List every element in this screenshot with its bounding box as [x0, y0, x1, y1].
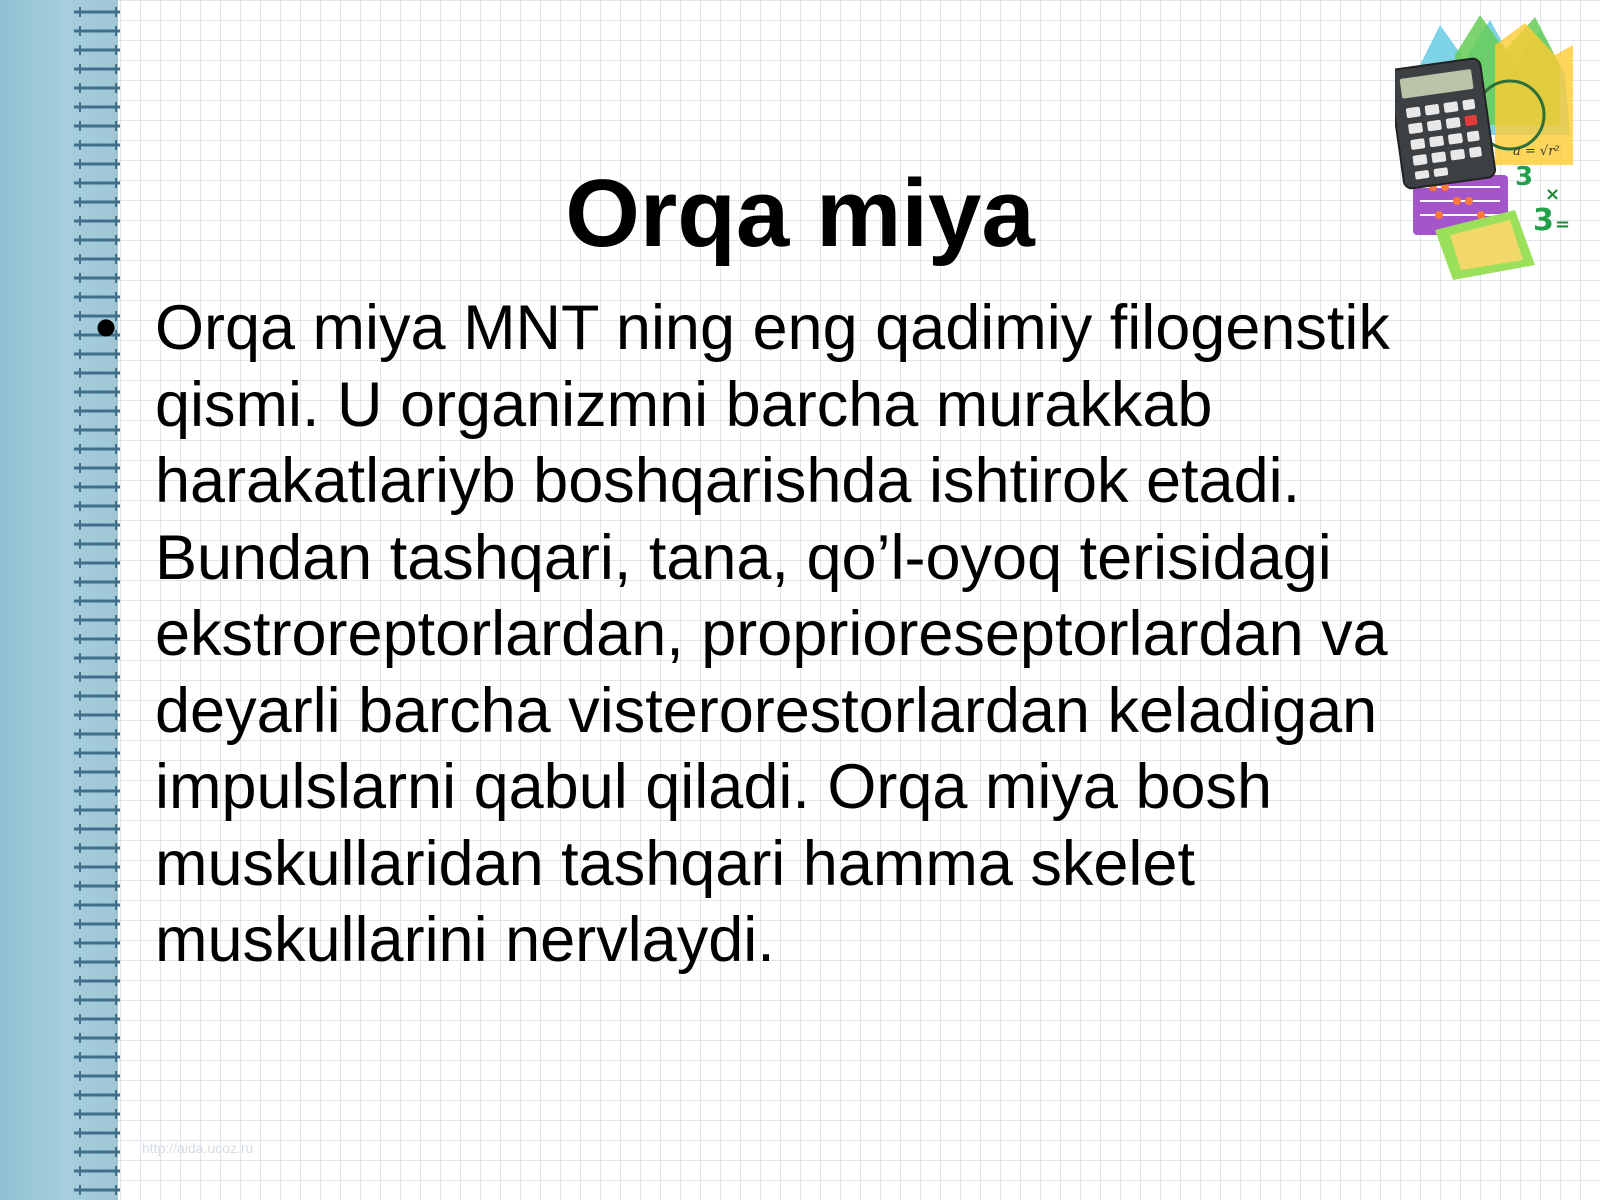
spine-tick: [74, 1033, 120, 1043]
spine-tick: [74, 653, 120, 663]
spine-tick: [74, 1090, 120, 1100]
spine-tick: [74, 729, 120, 739]
spine-tick: [74, 1014, 120, 1024]
spine-tick: [74, 45, 120, 55]
spine-tick: [74, 938, 120, 948]
spine-tick: [74, 558, 120, 568]
spine-tick: [74, 748, 120, 758]
spine-tick: [74, 881, 120, 891]
spine-tick: [74, 577, 120, 587]
spine-tick: [74, 786, 120, 796]
spine-tick: [74, 406, 120, 416]
slide-title: Orqa miya: [565, 160, 1035, 268]
spine-tick: [74, 976, 120, 986]
svg-text:=: =: [1555, 214, 1571, 235]
watermark-url: http://aida.ucoz.ru: [142, 1140, 254, 1156]
spine-tick: [74, 995, 120, 1005]
spine-tick: [74, 634, 120, 644]
spine-tick: [74, 615, 120, 625]
spine-tick: [74, 368, 120, 378]
spine-tick: [74, 463, 120, 473]
spine-tick: [74, 862, 120, 872]
spine-tick: [74, 1071, 120, 1081]
formula-label: a = √r²: [1513, 144, 1560, 159]
bullet-list: [95, 290, 1485, 979]
spine-tick: [74, 1109, 120, 1119]
spine-tick: [74, 596, 120, 606]
bullet-dot: •: [95, 293, 118, 363]
spine-tick: [74, 273, 120, 283]
spine-tick: [74, 64, 120, 74]
svg-text:3: 3: [1515, 162, 1534, 192]
spine-tick: [74, 1166, 120, 1176]
spine-tick: [74, 805, 120, 815]
spine-tick: [74, 900, 120, 910]
svg-text:3: 3: [1533, 203, 1554, 238]
spine-tick: [74, 7, 120, 17]
spine-tick: [74, 843, 120, 853]
spine-tick: [74, 102, 120, 112]
spine-tick: [74, 121, 120, 131]
spine-tick: [74, 710, 120, 720]
bullet-text: Orqa miya MNT ning eng qadimiy filogenstik qismi. U organizmni barcha murakkab harakatlariyb boshqarishda ishtirok etadi. Bundan tashqari, tana, qo’l-oyoq terisidagi ekstroreptorlardan, proprioreseptorlardan va deyarli barcha visterorestorlardan keladigan impulslarni qabul qiladi. Orqa miya bosh muskullaridan tashqari hamma skelet muskullarini nervlaydi.: [155, 293, 1390, 975]
spine-tick: [74, 387, 120, 397]
spine-tick: [74, 26, 120, 36]
spine-tick: [74, 672, 120, 682]
spine-tick: [74, 1147, 120, 1157]
spine-tick: [74, 501, 120, 511]
bullet-item: [95, 290, 1485, 979]
spine-tick: [74, 691, 120, 701]
spine-tick: [74, 1185, 120, 1195]
spine-tick: [74, 520, 120, 530]
svg-text:×: ×: [1545, 184, 1561, 205]
math-tools-clipart-icon: [1395, 15, 1575, 280]
spine-tick: [74, 919, 120, 929]
spine-tick: [74, 482, 120, 492]
spine-tick: [74, 957, 120, 967]
spine-tick: [74, 539, 120, 549]
spine-tick: [74, 1128, 120, 1138]
spine-tick: [74, 444, 120, 454]
spine-tick: [74, 767, 120, 777]
spine-tick: [74, 824, 120, 834]
spine-tick: [74, 140, 120, 150]
spine-tick: [74, 425, 120, 435]
spine-tick: [74, 1052, 120, 1062]
spine-tick: [74, 83, 120, 93]
